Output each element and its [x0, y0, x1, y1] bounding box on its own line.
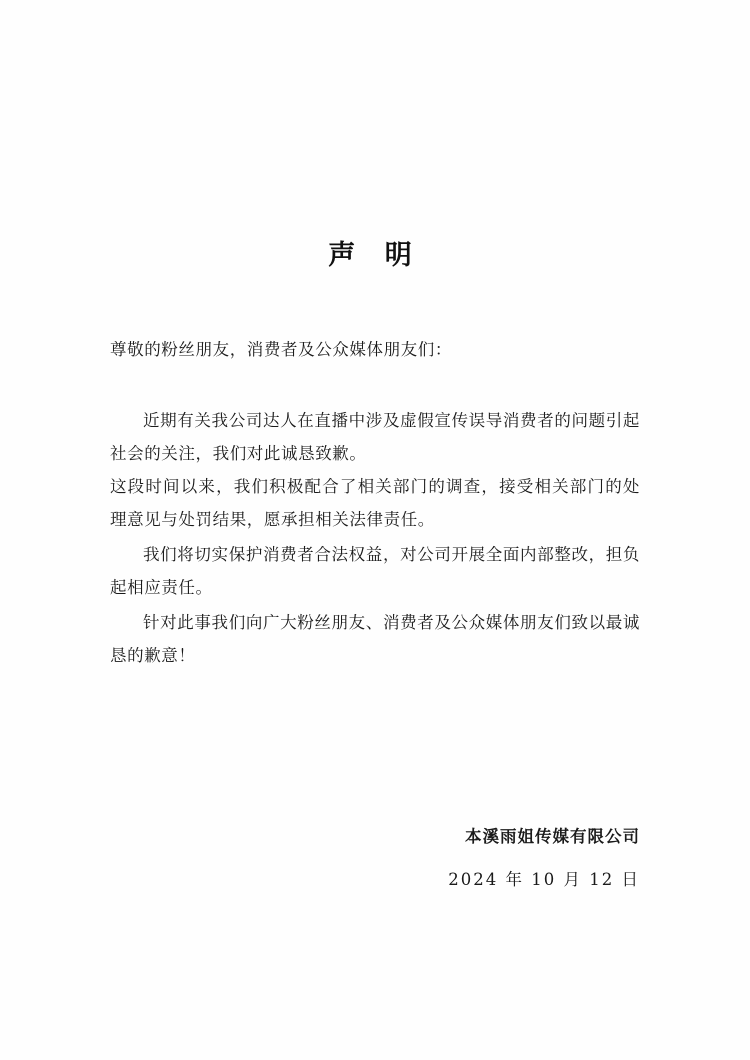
signature-block	[110, 820, 640, 897]
page-title: 声 明	[328, 240, 422, 271]
paragraph-3: 我们将切实保护消费者合法权益，对公司开展全面内部整改，担负起相应责任。	[110, 544, 640, 597]
document-body	[110, 0, 640, 1060]
paragraph-2: 这段时间以来，我们积极配合了相关部门的调查，接受相关部门的处理意见与处罚结果，愿承担相关法律责任。	[110, 476, 640, 529]
paragraph-4: 针对此事我们向广大粉丝朋友、消费者及公众媒体朋友们致以最诚恳的歉意！	[110, 612, 640, 665]
signature-date: 2024 年 10 月 12 日	[448, 869, 640, 889]
salutation-line: 尊敬的粉丝朋友，消费者及公众媒体朋友们：	[110, 340, 452, 360]
paragraph-1: 近期有关我公司达人在直播中涉及虚假宣传误导消费者的问题引起社会的关注，我们对此诚恳致歉。	[110, 410, 640, 463]
signature-company: 本溪雨姐传媒有限公司	[465, 827, 640, 846]
